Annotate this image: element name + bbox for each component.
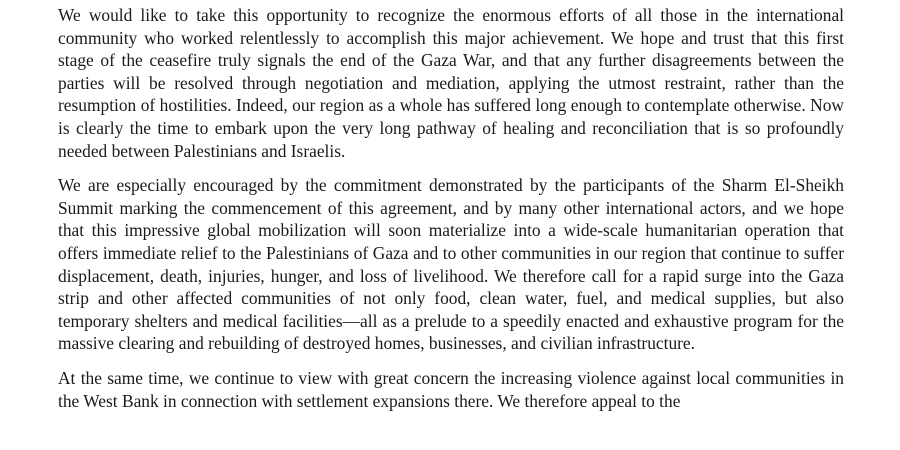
- paragraph-3: At the same time, we continue to view with great concern the increasing violence against local communities in the West Bank in connection with settlement expansions there. We therefore appeal to the: [58, 367, 844, 411]
- document-page: [58, 4, 844, 424]
- paragraph-2: We are especially encouraged by the commitment demonstrated by the participants of the Sharm El-Sheikh Summit marking the commencement of this agreement, and by many other international actors, and we hope that this impressive global mobilization will soon materialize into a wide-scale humanitarian operation that offers immediate relief to the Palestinians of Gaza and to other communities in our region that continue to suffer displacement, death, injuries, hunger, and loss of livelihood. We therefore call for a rapid surge into the Gaza strip and other affected communities of not only food, clean water, fuel, and medical supplies, but also temporary shelters and medical facilities—all as a prelude to a speedily enacted and exhaustive program for the massive clearing and rebuilding of destroyed homes, businesses, and civilian infrastructure.: [58, 175, 844, 354]
- paragraph-1: We would like to take this opportunity to recognize the enormous efforts of all those in the international community who worked relentlessly to accomplish this major achievement. We hope and trust that this first stage of the ceasefire truly signals the end of the Gaza War, and that any further disagreements between the parties will be resolved through negotiation and mediation, applying the utmost restraint, rather than the resumption of hostilities. Indeed, our region as a whole has suffered long enough to contemplate otherwise. Now is clearly the time to embark upon the very long pathway of healing and reconciliation that is so profoundly needed between Palestinians and Israelis.: [58, 5, 844, 161]
